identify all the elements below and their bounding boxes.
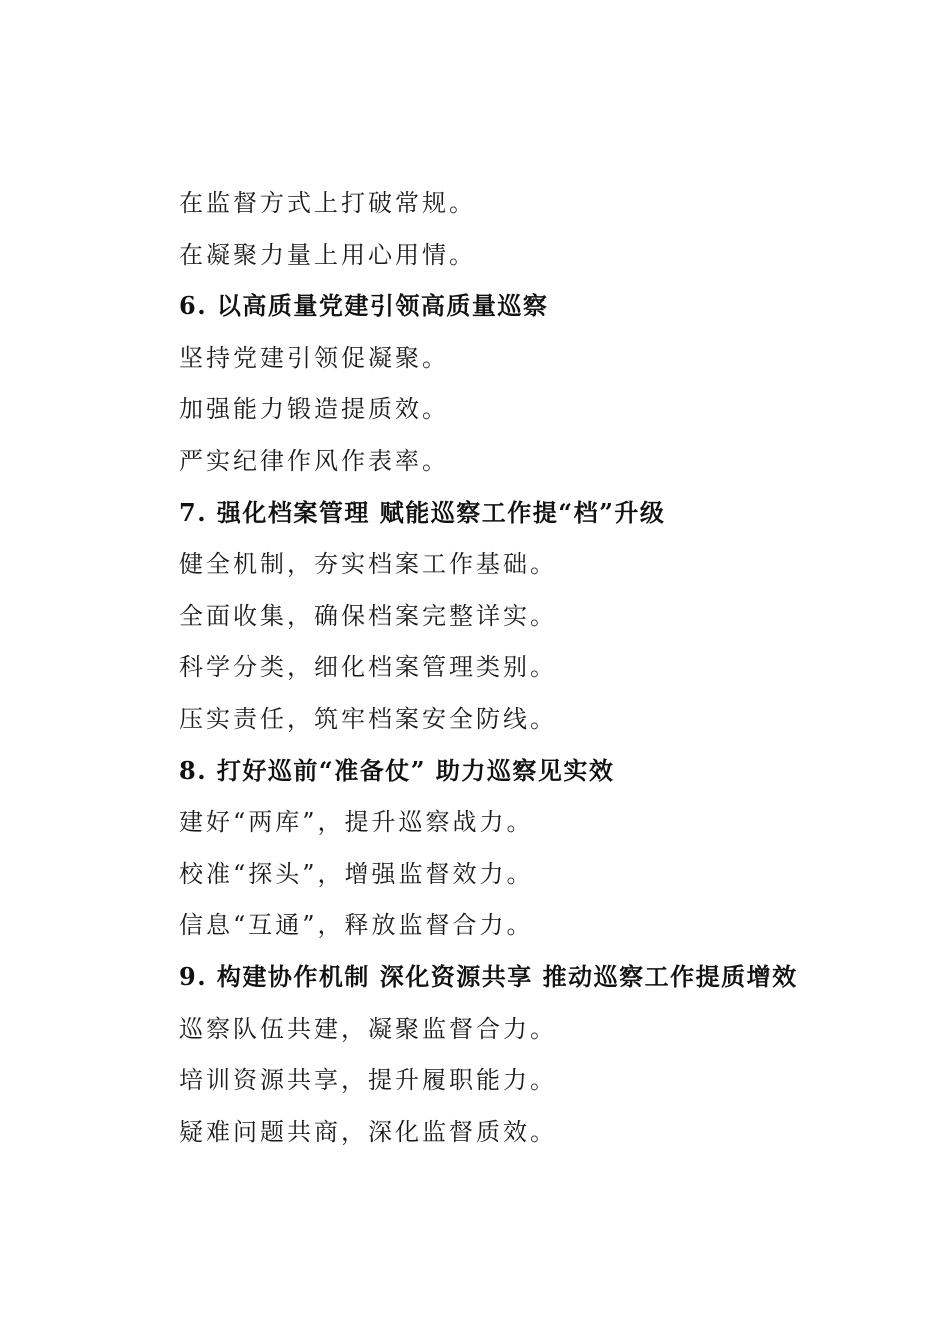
body-line: 严实纪律作风作表率。	[179, 446, 449, 475]
body-line: 加强能力锻造提质效。	[179, 395, 449, 424]
body-line: 坚持党建引领促凝聚。	[179, 343, 449, 372]
body-line: 信息“互通”，释放监督合力。	[179, 911, 534, 940]
body-line: 在凝聚力量上用心用情。	[179, 240, 476, 269]
body-line: 科学分类，细化档案管理类别。	[179, 653, 557, 682]
body-line: 全面收集，确保档案完整详实。	[179, 601, 557, 630]
body-line: 疑难问题共商，深化监督质效。	[179, 1117, 557, 1146]
section-heading: 8. 打好巡前“准备仗” 助力巡察见实效	[179, 755, 615, 785]
section-heading: 9. 构建协作机制 深化资源共享 推动巡察工作提质增效	[179, 961, 798, 991]
section-heading: 6. 以高质量党建引领高质量巡察	[179, 291, 549, 321]
body-line: 培训资源共享，提升履职能力。	[179, 1066, 557, 1095]
body-line: 在监督方式上打破常规。	[179, 189, 476, 217]
body-line: 建好“两库”，提升巡察战力。	[179, 808, 534, 837]
body-line: 压实责任，筑牢档案安全防线。	[179, 704, 557, 733]
document-body	[179, 184, 919, 1164]
body-line: 健全机制，夯实档案工作基础。	[179, 550, 557, 579]
section-heading: 7. 强化档案管理 赋能巡察工作提“档”升级	[179, 497, 666, 527]
body-line: 巡察队伍共建，凝聚监督合力。	[179, 1014, 557, 1043]
body-line: 校准“探头”，增强监督效力。	[179, 859, 534, 888]
